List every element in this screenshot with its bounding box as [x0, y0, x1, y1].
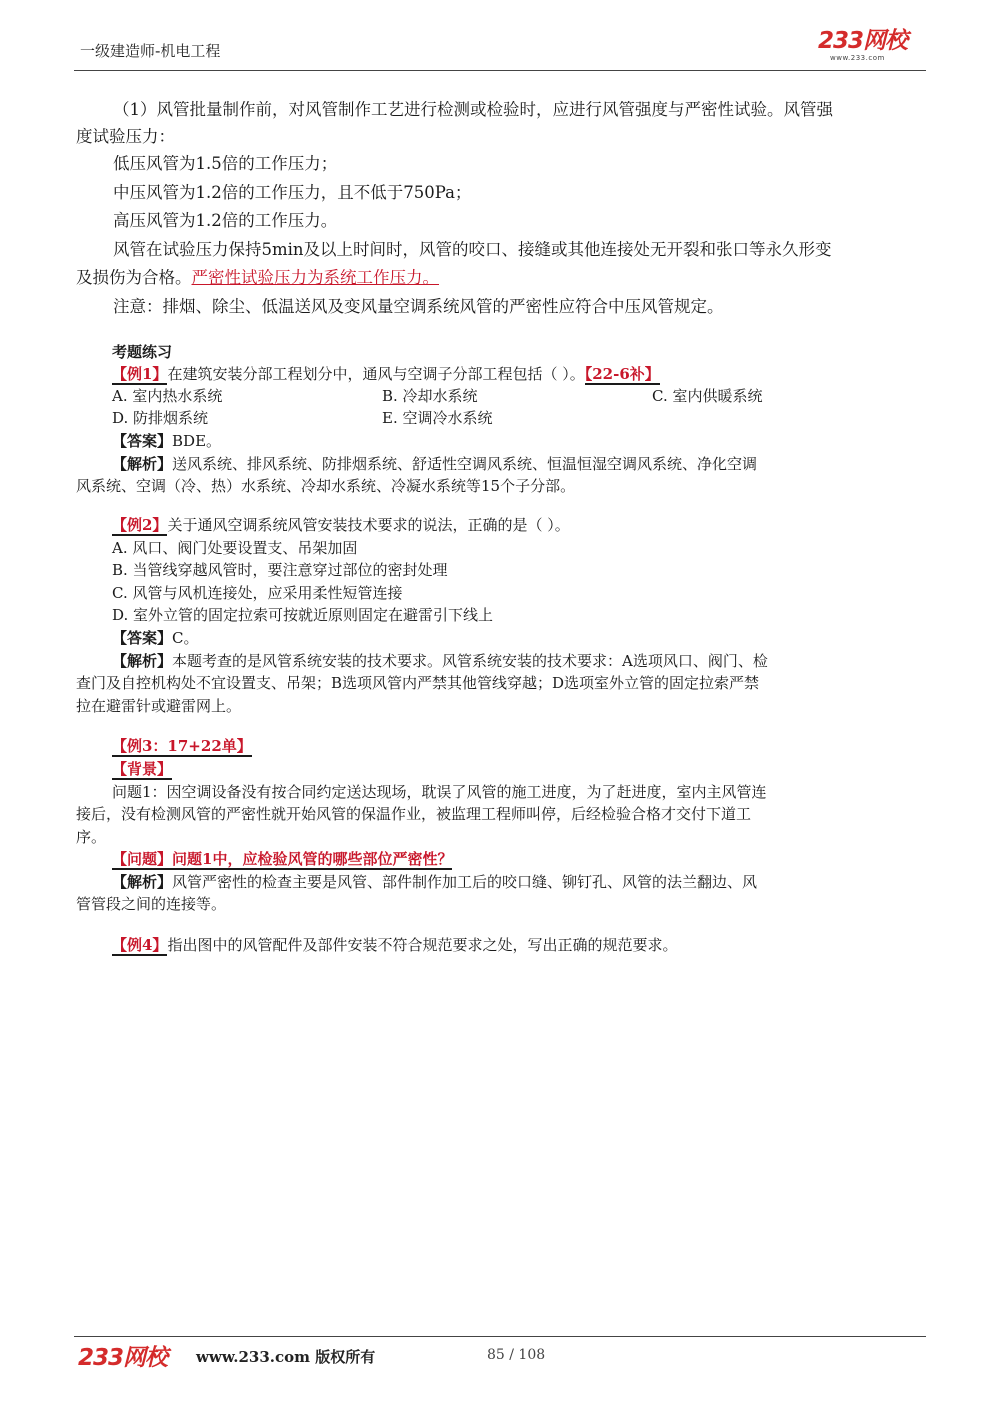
example-3-analysis-line-2: 管管段之间的连接等。	[76, 895, 227, 913]
example-2-text: 关于通风空调系统风管安装技术要求的说法，正确的是（ ）。	[167, 516, 570, 534]
analysis-tag: 【解析】	[112, 652, 173, 670]
example-3-bg-line-2: 接后，没有检测风管的严密性就开始风管的保温作业，被监理工程师叫停，后经检验合格才交付下道工	[76, 805, 752, 823]
hold-line-2-text: 及损伤为合格。	[76, 268, 192, 287]
example-3-bg-line-3: 序。	[76, 828, 107, 846]
tightness-highlight: 严密性试验压力为系统工作压力。	[191, 268, 439, 287]
example-2-tag: 【例2】	[112, 516, 168, 534]
intro-line-1: （1）风管批量制作前，对风管制作工艺进行检测或检验时，应进行风管强度与严密性试验。风管强	[113, 100, 833, 119]
option-d: D. 防排烟系统	[112, 409, 209, 427]
example-3-analysis-line-1	[112, 871, 757, 894]
footer-logo[interactable]: 233网校	[78, 1345, 168, 1371]
example-4-text: 指出图中的风管配件及部件安装不符合规范要求之处，写出正确的规范要求。	[167, 936, 678, 954]
analysis-tag: 【解析】	[112, 455, 173, 473]
analysis-text: 风管严密性的检查主要是风管、部件制作加工后的咬口缝、铆钉孔、风管的法兰翻边、风	[172, 873, 758, 891]
logo-text: 233网校	[818, 28, 908, 54]
example-1-tag: 【例1】	[112, 365, 168, 383]
analysis-text: 送风系统、排风系统、防排烟系统、舒适性空调风系统、恒温恒湿空调风系统、净化空调	[172, 455, 758, 473]
low-pressure-line: 低压风管为1.5倍的工作压力；	[113, 154, 338, 173]
question-tag: 【问题】问题1中，应检验风管的哪些部位严密性？	[112, 850, 453, 868]
example-1-analysis-line-2: 风系统、空调（冷、热）水系统、冷却水系统、冷凝水系统等15个子分部。	[76, 477, 576, 495]
logo-url: www.233.com	[830, 54, 885, 62]
example-1-source: 【22-6补】	[584, 365, 660, 383]
option-b: B. 冷却水系统	[382, 387, 478, 405]
example-3-bg-line-1: 问题1：因空调设备没有按合同约定送达现场，耽误了风管的施工进度，为了赶进度，室内主风管连	[112, 783, 767, 801]
example-2-option-c: C. 风管与风机连接处，应采用柔性短管连接	[112, 584, 403, 602]
analysis-tag: 【解析】	[112, 873, 173, 891]
answer-tag: 【答案】	[112, 432, 173, 450]
example-1-analysis-line-1	[112, 453, 757, 476]
example-2-option-a: A. 风口、阀门处要设置支、吊架加固	[112, 539, 358, 557]
option-a: A. 室内热水系统	[112, 387, 223, 405]
answer-tag: 【答案】	[112, 629, 173, 647]
example-2-answer	[112, 627, 199, 650]
example-2-question	[112, 514, 570, 537]
header-divider	[74, 70, 926, 71]
analysis-text: 本题考查的是风管系统安装的技术要求。风管系统安装的技术要求：A选项风口、阀门、检	[172, 652, 768, 670]
example-2-analysis-line-2: 查门及自控机构处不宜设置支、吊架；B选项风管内严禁其他管线穿越；D选项室外立管的固定拉索严禁	[76, 674, 760, 692]
mid-pressure-line: 中压风管为1.2倍的工作压力，且不低于750Pa；	[113, 183, 472, 202]
header-title: 一级建造师-机电工程	[80, 42, 221, 60]
note-line: 注意：排烟、除尘、低温送风及变风量空调系统风管的严密性应符合中压风管规定。	[113, 297, 724, 316]
example-2-option-b: B. 当管线穿越风管时，要注意穿过部位的密封处理	[112, 561, 448, 579]
page-number: 85 / 108	[487, 1347, 546, 1363]
answer-value: BDE。	[172, 432, 222, 450]
example-3-heading	[112, 735, 252, 758]
footer-site-link[interactable]: www.233.com 版权所有	[196, 1348, 376, 1366]
example-3-tag: 【例3：17+22单】	[112, 737, 252, 755]
example-2-analysis-line-3: 拉在避雷针或避雷网上。	[76, 697, 242, 715]
example-1-text: 在建筑安装分部工程划分中，通风与空调子分部工程包括（ ）。	[167, 365, 585, 383]
option-e: E. 空调冷水系统	[382, 409, 493, 427]
example-4-question	[112, 934, 677, 957]
header-logo[interactable]	[818, 28, 928, 68]
answer-value: C。	[172, 629, 199, 647]
example-3-background-label	[112, 758, 172, 781]
intro-line-2: 度试验压力：	[76, 127, 175, 146]
hold-line-1: 风管在试验压力保持5min及以上时间时，风管的咬口、接缝或其他连接处无开裂和张口等永久形变	[113, 240, 832, 259]
example-2-analysis-line-1	[112, 650, 768, 673]
example-4-tag: 【例4】	[112, 936, 168, 954]
example-1-question	[112, 363, 660, 386]
background-tag: 【背景】	[112, 760, 173, 778]
example-1-options-row-1	[112, 385, 762, 408]
example-1-options-row-2	[112, 407, 493, 430]
high-pressure-line: 高压风管为1.2倍的工作压力。	[113, 211, 338, 230]
hold-line-2	[76, 265, 439, 290]
option-c: C. 室内供暖系统	[652, 387, 763, 405]
example-3-question	[112, 848, 452, 871]
example-1-answer	[112, 430, 221, 453]
footer-divider	[74, 1336, 926, 1337]
example-2-option-d: D. 室外立管的固定拉索可按就近原则固定在避雷引下线上	[112, 606, 494, 624]
practice-heading: 考题练习	[112, 343, 173, 361]
